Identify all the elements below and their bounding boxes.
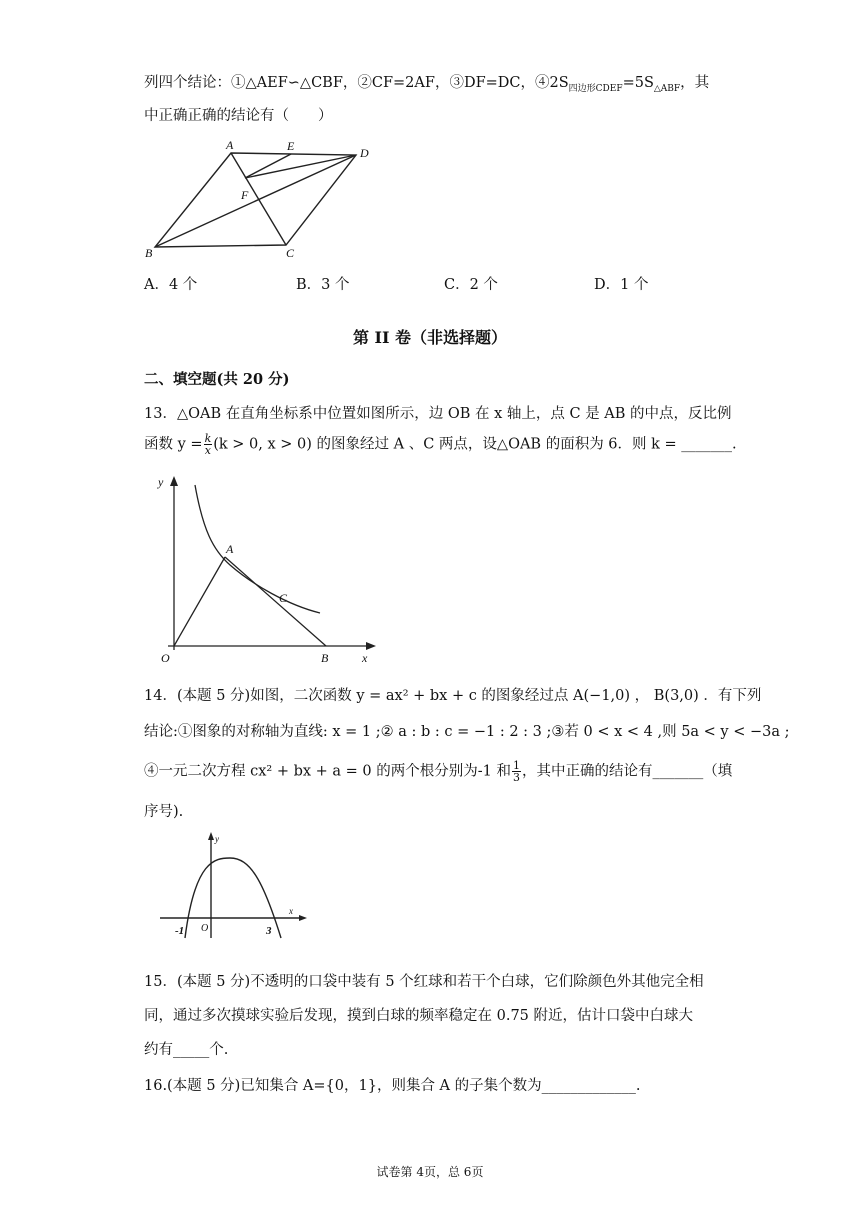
label-y2: y <box>215 834 219 844</box>
y-axis-arrow <box>170 476 178 486</box>
option-d: D．1 个 <box>594 277 649 293</box>
label-B: B <box>145 246 153 260</box>
label-F: F <box>241 188 249 202</box>
q15-line1: 15．(本题 5 分)不透明的口袋中装有 5 个红球和若干个白球，它们除颜色外其他完全相 <box>144 974 704 990</box>
label-x2: x <box>289 906 293 916</box>
label-x: x <box>362 651 368 665</box>
label-A: A <box>226 138 234 152</box>
q14-line2: 结论:①图象的对称轴为直线: x = 1 ;② a : b : c = −1 : 2 : 3 ;③若 0 < x < 4 ,则 5a < y < −3a ; <box>144 724 790 740</box>
x-axis2-arrow <box>299 915 307 921</box>
label-B2: B <box>321 651 329 665</box>
segment-oa <box>174 557 225 646</box>
q12-line2: 中正确正确的结论有（ ） <box>144 108 333 124</box>
label-O: O <box>161 651 170 665</box>
q14-line3: ④一元二次方程 cx² + bx + a = 0 的两个根分别为-1 和 $\frac{1}{3}$ ，其中正确的结论有_______（填 <box>144 759 733 784</box>
label-y: y <box>158 475 164 489</box>
segment-ab <box>225 557 326 646</box>
hyperbola-curve <box>195 485 320 613</box>
page-footer: 试卷第 4页，总 6页 <box>376 1165 484 1179</box>
inverse-function-figure <box>148 470 383 665</box>
option-b: B．3 个 <box>296 277 350 293</box>
q14-line1: 14．(本题 5 分)如图，二次函数 y = ax² + bx + c 的图象经过点 A(−1,0) ， B(3,0) ．有下列 <box>144 688 762 704</box>
option-a: A．4 个 <box>144 277 198 293</box>
q13-line1: 13．△OAB 在直角坐标系中位置如图所示，边 OB 在 x 轴上，点 C 是 AB 的中点，反比例 <box>144 406 732 422</box>
q15-line3: 约有_____个. <box>144 1042 229 1058</box>
part2-header: 二、填空题(共 20 分) <box>144 371 290 388</box>
option-c: C．2 个 <box>444 277 498 293</box>
parabola-figure <box>155 830 315 945</box>
section-title: 第 II 卷（非选择题） <box>352 328 508 347</box>
q15-line2: 同，通过多次摸球实验后发现，摸到白球的频率稳定在 0.75 附近，估计口袋中白球大 <box>144 1008 694 1024</box>
q13-line2: 函数 y = $\frac{k}{x}$ (k > 0, x > 0) 的图象经过 A 、C 两点，设△OAB 的面积为 6．则 k = _______. <box>144 432 737 457</box>
label-C: C <box>286 246 295 260</box>
segment-ef <box>245 154 291 178</box>
q14-line4: 序号). <box>144 804 184 820</box>
label-A2: A <box>226 542 234 556</box>
label-minus1: -1 <box>175 925 185 937</box>
label-D: D <box>360 146 369 160</box>
segment-fd <box>245 155 356 178</box>
label-3: 3 <box>266 925 272 937</box>
q16-line1: 16.(本题 5 分)已知集合 A={0，1}，则集合 A 的子集个数为_____________. <box>144 1078 641 1094</box>
x-axis-arrow <box>366 642 376 650</box>
diagonal-bd <box>155 155 356 247</box>
y-axis2-arrow <box>208 832 214 840</box>
label-C2: C <box>279 591 288 605</box>
label-E: E <box>287 139 295 153</box>
parallelogram-figure <box>140 135 380 260</box>
label-O2: O <box>201 923 209 934</box>
q12-line1: 列四个结论：①△AEF∽△CBF，②CF=2AF，③DF=DC，$④2S_{四边形CDEF}=5S_{\triangle ABF}$，其 <box>144 75 710 94</box>
